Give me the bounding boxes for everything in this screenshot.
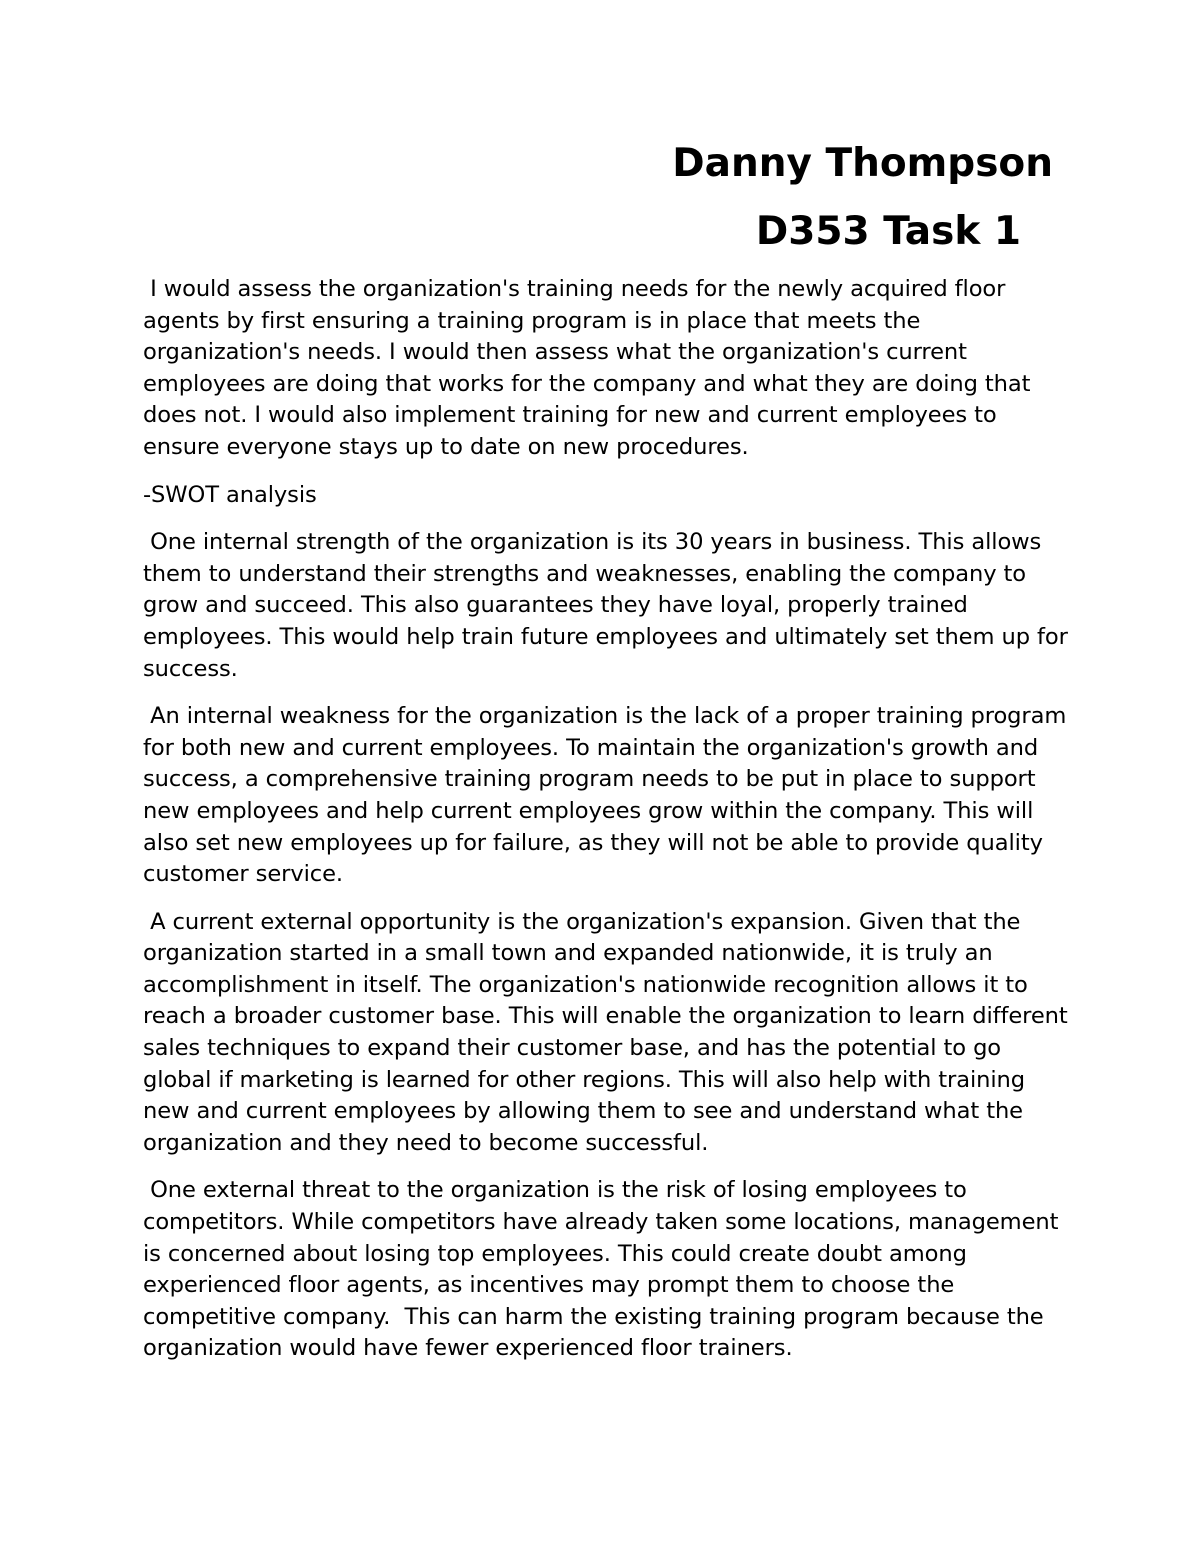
intro-paragraph: I would assess the organization's training needs for the newly acquired floor agents by first ensuring a training program is in place that meets the organization's needs. I would then assess what the organization's current employees are doing that works for the company and what they are doing that does not. I would also implement training for new and current employees to ensure everyone stays up to date on new procedures. <box>143 276 1038 460</box>
title-block <box>143 138 1055 258</box>
threat-paragraph: One external threat to the organization is the risk of losing employees to competitors. While competitors have already taken some locations, management is concerned about losing top employees. This could create doubt among experienced floor agents, as incentives may prompt them to choose the competitive company. This can harm the existing training program because the organization would have fewer experienced floor trainers. <box>143 1177 1066 1362</box>
weakness-paragraph: An internal weakness for the organization is the lack of a proper training program for both new and current employees. To maintain the organization's growth and success, a comprehensive training program needs to be put in place to support new employees and help current employees grow within the company. This will also set new employees up for failure, as they will not be able to provide quality customer service. <box>143 703 1074 888</box>
strength-paragraph: One internal strength of the organization is its 30 years in business. This allows them to understand their strengths and weaknesses, enabling the company to grow and succeed. This also guarantees they have loyal, properly trained employees. This would help train future employees and ultimately set them up for success. <box>143 529 1075 682</box>
author-name: Danny Thompson <box>672 141 1053 186</box>
document-body <box>143 274 1075 1381</box>
task-title: D353 Task 1 <box>755 209 1021 254</box>
swot-heading: -SWOT analysis <box>143 481 317 508</box>
opportunity-paragraph: A current external opportunity is the organization's expansion. Given that the organization started in a small town and expanded nationwide, it is truly an accomplishment in itself. The organization's nationwide recognition allows it to reach a broader customer base. This will enable the organization to learn different sales techniques to expand their customer base, and has the potential to go global if marketing is learned for other regions. This will also help with training new and current employees by allowing them to see and understand what the organization and they need to become successful. <box>143 908 1075 1156</box>
